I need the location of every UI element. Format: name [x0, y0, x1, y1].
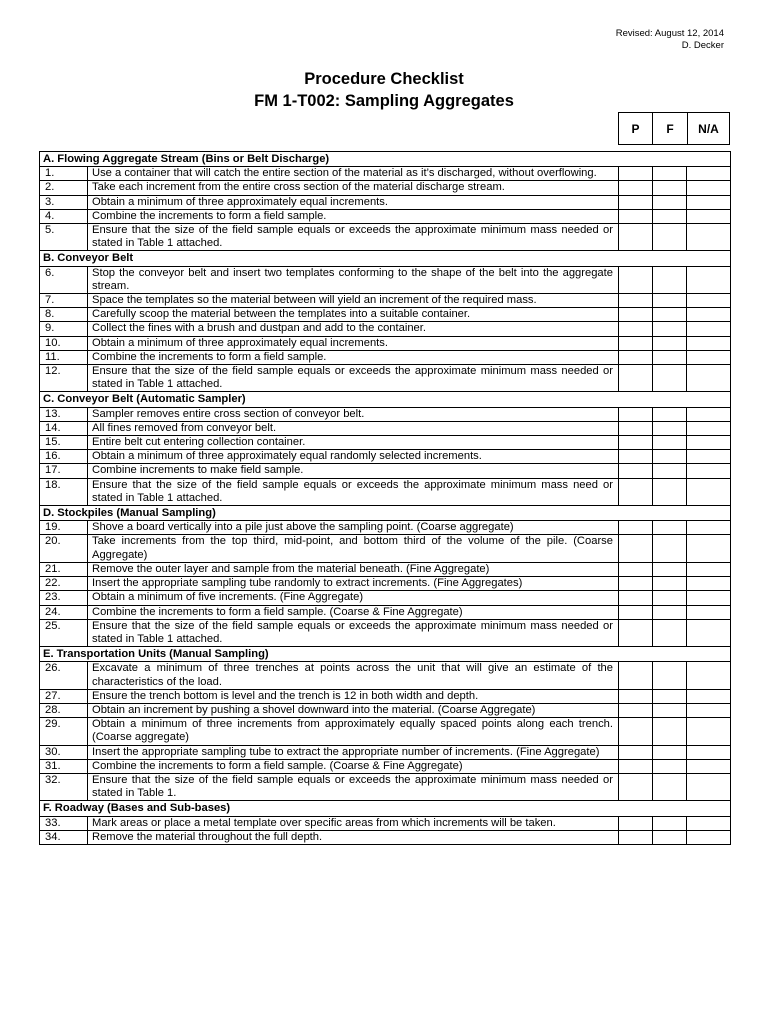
step-text: Combine the increments to form a field sample. — [88, 350, 619, 364]
fail-checkbox[interactable] — [653, 181, 687, 195]
step-text: Combine the increments to form a field sample. (Coarse & Fine Aggregate) — [88, 759, 619, 773]
pass-checkbox[interactable] — [619, 436, 653, 450]
checklist-row — [40, 759, 731, 773]
checklist-row — [40, 181, 731, 195]
step-number: 6. — [40, 266, 88, 293]
fail-checkbox[interactable] — [653, 436, 687, 450]
fail-checkbox[interactable] — [653, 266, 687, 293]
step-text: Take each increment from the entire cross section of the material discharge stream. — [88, 181, 619, 195]
checklist-row — [40, 689, 731, 703]
fail-checkbox[interactable] — [653, 591, 687, 605]
fail-checkbox[interactable] — [653, 308, 687, 322]
step-number: 3. — [40, 195, 88, 209]
step-text: Use a container that will catch the entire section of the material as it’s discharged, without overflowing. — [88, 167, 619, 181]
step-text: Remove the material throughout the full depth. — [88, 830, 619, 844]
pass-checkbox[interactable] — [619, 195, 653, 209]
step-number: 34. — [40, 830, 88, 844]
pass-checkbox[interactable] — [619, 336, 653, 350]
na-checkbox[interactable] — [687, 195, 731, 209]
checklist-row — [40, 350, 731, 364]
step-number: 5. — [40, 224, 88, 251]
checklist-row — [40, 224, 731, 251]
na-checkbox[interactable] — [687, 336, 731, 350]
pass-checkbox[interactable] — [619, 816, 653, 830]
na-checkbox[interactable] — [687, 773, 731, 800]
pass-checkbox[interactable] — [619, 591, 653, 605]
fail-checkbox[interactable] — [653, 619, 687, 646]
checklist-row — [40, 308, 731, 322]
document-subtitle: FM 1-T002: Sampling Aggregates — [254, 92, 514, 110]
fail-checkbox[interactable] — [653, 464, 687, 478]
na-checkbox[interactable] — [687, 464, 731, 478]
fail-checkbox[interactable] — [653, 195, 687, 209]
na-checkbox[interactable] — [687, 181, 731, 195]
checklist-row — [40, 294, 731, 308]
pass-checkbox[interactable] — [619, 689, 653, 703]
step-number: 16. — [40, 450, 88, 464]
fail-checkbox[interactable] — [653, 365, 687, 392]
step-text: Insert the appropriate sampling tube randomly to extract increments. (Fine Aggregates) — [88, 577, 619, 591]
checklist-row — [40, 591, 731, 605]
fail-checkbox[interactable] — [653, 745, 687, 759]
step-text: All fines removed from conveyor belt. — [88, 421, 619, 435]
step-number: 12. — [40, 365, 88, 392]
pass-checkbox[interactable] — [619, 266, 653, 293]
fail-checkbox[interactable] — [653, 535, 687, 562]
fail-checkbox[interactable] — [653, 605, 687, 619]
section-header-row — [40, 251, 731, 266]
step-number: 32. — [40, 773, 88, 800]
section-header-row — [40, 392, 731, 407]
pass-checkbox[interactable] — [619, 167, 653, 181]
step-text: Mark areas or place a metal template over specific areas from which increments will be taken. — [88, 816, 619, 830]
step-number: 10. — [40, 336, 88, 350]
fail-checkbox[interactable] — [653, 662, 687, 689]
step-number: 21. — [40, 562, 88, 576]
pass-column-header: P — [619, 113, 653, 145]
checklist-row — [40, 436, 731, 450]
na-checkbox[interactable] — [687, 703, 731, 717]
fail-checkbox[interactable] — [653, 718, 687, 745]
step-text: Excavate a minimum of three trenches at points across the unit that will give an estimate of the characteristics of the load. — [88, 662, 619, 689]
checklist-row — [40, 605, 731, 619]
fail-checkbox[interactable] — [653, 450, 687, 464]
step-number: 23. — [40, 591, 88, 605]
step-text: Shove a board vertically into a pile just above the sampling point. (Coarse aggregate) — [88, 521, 619, 535]
fail-checkbox[interactable] — [653, 336, 687, 350]
checklist-row — [40, 577, 731, 591]
fail-checkbox[interactable] — [653, 703, 687, 717]
na-checkbox[interactable] — [687, 577, 731, 591]
step-text: Obtain an increment by pushing a shovel downward into the material. (Coarse Aggregate) — [88, 703, 619, 717]
step-text: Obtain a minimum of three increments from approximately equally spaced points along each trench. (Coarse aggregate) — [88, 718, 619, 745]
checklist-row — [40, 266, 731, 293]
checklist-row — [40, 535, 731, 562]
pass-checkbox[interactable] — [619, 350, 653, 364]
step-number: 7. — [40, 294, 88, 308]
checklist-row — [40, 745, 731, 759]
pass-checkbox[interactable] — [619, 421, 653, 435]
checklist-row — [40, 830, 731, 844]
step-number: 2. — [40, 181, 88, 195]
na-checkbox[interactable] — [687, 350, 731, 364]
step-number: 24. — [40, 605, 88, 619]
pass-checkbox[interactable] — [619, 662, 653, 689]
checklist-row — [40, 322, 731, 336]
fail-checkbox[interactable] — [653, 407, 687, 421]
step-text: Take increments from the top third, mid-point, and bottom third of the volume of the pile. (Coarse Aggregate) — [88, 535, 619, 562]
step-number: 25. — [40, 619, 88, 646]
na-checkbox[interactable] — [687, 294, 731, 308]
step-number: 29. — [40, 718, 88, 745]
step-text: Ensure that the size of the field sample equals or exceeds the approximate minimum mass needed or stated in Table 1 attached. — [88, 224, 619, 251]
section-title: E. Transportation Units (Manual Sampling) — [40, 647, 731, 662]
step-text: Combine the increments to form a field sample. (Coarse & Fine Aggregate) — [88, 605, 619, 619]
step-text: Ensure that the size of the field sample equals or exceeds the approximate minimum mass needed or stated in Table 1 attached. — [88, 365, 619, 392]
pass-checkbox[interactable] — [619, 308, 653, 322]
na-checkbox[interactable] — [687, 167, 731, 181]
pass-checkbox[interactable] — [619, 605, 653, 619]
checklist-row — [40, 521, 731, 535]
checklist-row — [40, 662, 731, 689]
step-text: Remove the outer layer and sample from the material beneath. (Fine Aggregate) — [88, 562, 619, 576]
step-number: 13. — [40, 407, 88, 421]
step-number: 8. — [40, 308, 88, 322]
fail-checkbox[interactable] — [653, 421, 687, 435]
section-title: C. Conveyor Belt (Automatic Sampler) — [40, 392, 731, 407]
section-title: A. Flowing Aggregate Stream (Bins or Belt Discharge) — [40, 152, 731, 167]
fail-checkbox[interactable] — [653, 521, 687, 535]
step-text: Obtain a minimum of three approximately equal increments. — [88, 336, 619, 350]
checklist-row — [40, 478, 731, 505]
section-header-row — [40, 801, 731, 816]
pass-checkbox[interactable] — [619, 619, 653, 646]
step-text: Obtain a minimum of three approximately equal increments. — [88, 195, 619, 209]
na-checkbox[interactable] — [687, 209, 731, 223]
step-number: 19. — [40, 521, 88, 535]
step-number: 31. — [40, 759, 88, 773]
checklist-row — [40, 816, 731, 830]
na-checkbox[interactable] — [687, 450, 731, 464]
step-text: Space the templates so the material between will yield an increment of the required mass. — [88, 294, 619, 308]
step-text: Insert the appropriate sampling tube to extract the appropriate number of increments. (Fine Aggregate) — [88, 745, 619, 759]
fail-checkbox[interactable] — [653, 577, 687, 591]
revision-info — [616, 28, 724, 52]
pass-checkbox[interactable] — [619, 703, 653, 717]
step-number: 26. — [40, 662, 88, 689]
step-number: 18. — [40, 478, 88, 505]
fail-checkbox[interactable] — [653, 167, 687, 181]
fail-checkbox[interactable] — [653, 689, 687, 703]
checklist-row — [40, 195, 731, 209]
na-checkbox[interactable] — [687, 591, 731, 605]
checklist-row — [40, 421, 731, 435]
pass-checkbox[interactable] — [619, 773, 653, 800]
step-text: Obtain a minimum of three approximately equal randomly selected increments. — [88, 450, 619, 464]
step-number: 28. — [40, 703, 88, 717]
checklist-body — [40, 152, 731, 845]
revised-date: Revised: August 12, 2014 — [615, 28, 724, 39]
pass-checkbox[interactable] — [619, 478, 653, 505]
checklist-row — [40, 562, 731, 576]
pass-checkbox[interactable] — [619, 407, 653, 421]
step-number: 33. — [40, 816, 88, 830]
step-number: 15. — [40, 436, 88, 450]
step-text: Ensure the trench bottom is level and the trench is 12 in both width and depth. — [88, 689, 619, 703]
na-checkbox[interactable] — [687, 759, 731, 773]
fail-checkbox[interactable] — [653, 224, 687, 251]
pass-checkbox[interactable] — [619, 521, 653, 535]
section-header-row — [40, 152, 731, 167]
na-checkbox[interactable] — [687, 662, 731, 689]
pass-checkbox[interactable] — [619, 365, 653, 392]
step-number: 27. — [40, 689, 88, 703]
pass-checkbox[interactable] — [619, 322, 653, 336]
step-number: 1. — [40, 167, 88, 181]
checklist-row — [40, 407, 731, 421]
checklist-row — [40, 619, 731, 646]
fail-checkbox[interactable] — [653, 478, 687, 505]
pass-checkbox[interactable] — [619, 450, 653, 464]
pass-checkbox[interactable] — [619, 718, 653, 745]
na-checkbox[interactable] — [687, 365, 731, 392]
step-text: Ensure that the size of the field sample equals or exceeds the approximate minimum mass need or stated in Table 1 attached. — [88, 478, 619, 505]
pass-checkbox[interactable] — [619, 535, 653, 562]
na-checkbox[interactable] — [687, 745, 731, 759]
checklist-row — [40, 209, 731, 223]
na-checkbox[interactable] — [687, 308, 731, 322]
checklist-row — [40, 464, 731, 478]
step-number: 11. — [40, 350, 88, 364]
section-title: F. Roadway (Bases and Sub-bases) — [40, 801, 731, 816]
step-number: 22. — [40, 577, 88, 591]
step-text: Ensure that the size of the field sample equals or exceeds the approximate minimum mass needed or stated in Table 1 attached. — [88, 619, 619, 646]
na-checkbox[interactable] — [687, 689, 731, 703]
na-checkbox[interactable] — [687, 421, 731, 435]
na-checkbox[interactable] — [687, 718, 731, 745]
na-checkbox[interactable] — [687, 562, 731, 576]
section-title: B. Conveyor Belt — [40, 251, 731, 266]
na-checkbox[interactable] — [687, 407, 731, 421]
document-title: Procedure Checklist — [304, 70, 464, 88]
checklist-row — [40, 450, 731, 464]
pass-checkbox[interactable] — [619, 294, 653, 308]
pass-checkbox[interactable] — [619, 562, 653, 576]
pass-checkbox[interactable] — [619, 224, 653, 251]
pass-checkbox[interactable] — [619, 745, 653, 759]
step-number: 9. — [40, 322, 88, 336]
na-checkbox[interactable] — [687, 322, 731, 336]
step-number: 4. — [40, 209, 88, 223]
step-number: 30. — [40, 745, 88, 759]
section-title: D. Stockpiles (Manual Sampling) — [40, 506, 731, 521]
checklist-row — [40, 703, 731, 717]
na-checkbox[interactable] — [687, 535, 731, 562]
step-text: Ensure that the size of the field sample equals or exceeds the approximate minimum mass needed or stated in Table 1. — [88, 773, 619, 800]
pass-checkbox[interactable] — [619, 464, 653, 478]
step-number: 17. — [40, 464, 88, 478]
author: D. Decker — [681, 40, 724, 51]
step-text: Entire belt cut entering collection container. — [88, 436, 619, 450]
step-text: Combine the increments to form a field sample. — [88, 209, 619, 223]
step-number: 14. — [40, 421, 88, 435]
na-checkbox[interactable] — [687, 436, 731, 450]
fail-checkbox[interactable] — [653, 209, 687, 223]
na-checkbox[interactable] — [687, 521, 731, 535]
pass-checkbox[interactable] — [619, 209, 653, 223]
na-checkbox[interactable] — [687, 830, 731, 844]
na-checkbox[interactable] — [687, 266, 731, 293]
pass-checkbox[interactable] — [619, 759, 653, 773]
result-column-header — [618, 112, 730, 145]
na-checkbox[interactable] — [687, 224, 731, 251]
checklist-row — [40, 167, 731, 181]
na-column-header: N/A — [688, 113, 730, 145]
step-text: Stop the conveyor belt and insert two templates conforming to the shape of the belt into the aggregate stream. — [88, 266, 619, 293]
na-checkbox[interactable] — [687, 478, 731, 505]
step-text: Carefully scoop the material between the templates into a suitable container. — [88, 308, 619, 322]
step-text: Obtain a minimum of five increments. (Fine Aggregate) — [88, 591, 619, 605]
section-header-row — [40, 506, 731, 521]
checklist-row — [40, 718, 731, 745]
step-text: Collect the fines with a brush and dustpan and add to the container. — [88, 322, 619, 336]
fail-checkbox[interactable] — [653, 322, 687, 336]
checklist-table — [39, 151, 731, 845]
step-number: 20. — [40, 535, 88, 562]
fail-checkbox[interactable] — [653, 759, 687, 773]
checklist-row — [40, 365, 731, 392]
fail-checkbox[interactable] — [653, 830, 687, 844]
na-checkbox[interactable] — [687, 619, 731, 646]
step-text: Combine increments to make field sample. — [88, 464, 619, 478]
fail-checkbox[interactable] — [653, 562, 687, 576]
fail-column-header: F — [653, 113, 688, 145]
fail-checkbox[interactable] — [653, 773, 687, 800]
section-header-row — [40, 647, 731, 662]
step-text: Sampler removes entire cross section of conveyor belt. — [88, 407, 619, 421]
fail-checkbox[interactable] — [653, 350, 687, 364]
pass-checkbox[interactable] — [619, 181, 653, 195]
fail-checkbox[interactable] — [653, 816, 687, 830]
checklist-row — [40, 773, 731, 800]
checklist-row — [40, 336, 731, 350]
pass-checkbox[interactable] — [619, 577, 653, 591]
fail-checkbox[interactable] — [653, 294, 687, 308]
pass-checkbox[interactable] — [619, 830, 653, 844]
na-checkbox[interactable] — [687, 816, 731, 830]
na-checkbox[interactable] — [687, 605, 731, 619]
